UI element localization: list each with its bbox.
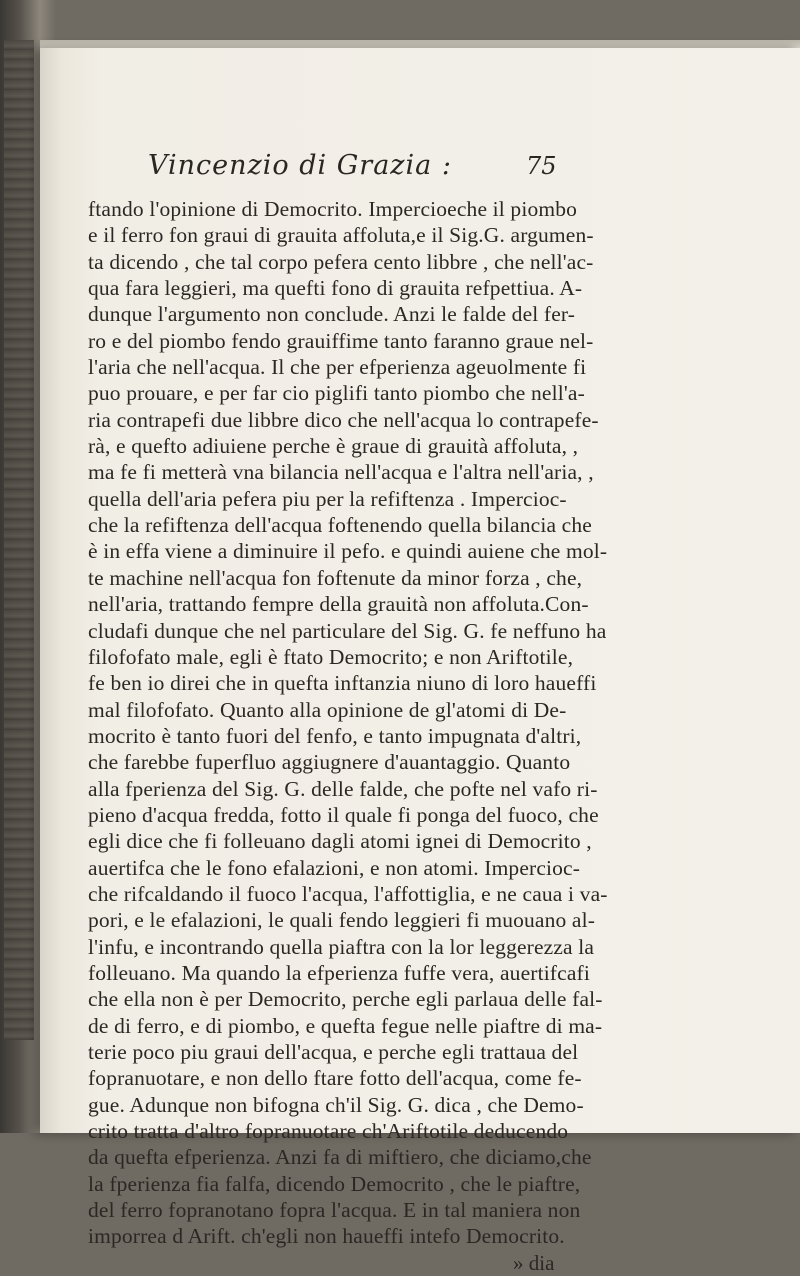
book-edge — [4, 40, 34, 1040]
text-line: te machine nell'acqua fon foftenute da minor forza , che, — [88, 565, 583, 590]
text-line: che la refiftenza dell'acqua foftenendo quella bilancia che — [88, 513, 592, 538]
catchword-row — [88, 1250, 728, 1276]
text-line: nell'aria, trattando fempre della grauità non affoluta.Con- — [88, 592, 589, 617]
text-line: de di ferro, e di piombo, e quefta fegue nelle piaftre di ma- — [88, 1013, 603, 1038]
text-line: gue. Adunque non bifogna ch'il Sig. G. dica , che Demo- — [88, 1092, 584, 1117]
text-line: auertifca che le fono efalazioni, e non atomi. Impercioc- — [88, 855, 581, 880]
text-line: dunque l'argumento non conclude. Anzi le falde del fer- — [88, 302, 576, 327]
text-line: crito tratta d'altro fopranuotare ch'Ariftotile deducendo — [88, 1119, 569, 1144]
text-line: terie poco piu graui dell'acqua, e perche egli trattaua del — [88, 1040, 579, 1064]
page-text-block — [88, 150, 728, 1276]
text-line: ftando l'opinione di Democrito. Impercioeche il piombo — [88, 197, 578, 221]
text-line: egli dice che fi folleuano dagli atomi ignei di Democrito , — [88, 829, 592, 854]
text-line: cludafi dunque che nel particulare del Sig. G. fe neffuno ha — [88, 618, 607, 643]
text-line: ma fe fi metterà vna bilancia nell'acqua e l'altra nell'aria, , — [88, 460, 594, 485]
body-text — [88, 196, 728, 1250]
text-line: e il ferro fon graui di grauita affoluta,e il Sig.G. argumen- — [88, 223, 594, 248]
text-line: filofofato male, egli è ftato Democrito; e non Ariftotile, — [88, 644, 574, 669]
text-line: fopranuotare, e non dello ftare fotto dell'acqua, come fe- — [88, 1066, 582, 1091]
running-head: Vincenzio di Grazia : — [148, 150, 452, 181]
text-line: quella dell'aria pefera piu per la refiftenza . Impercioc- — [88, 486, 567, 511]
text-line: l'aria che nell'acqua. Il che per efperienza ageuolmente fi — [88, 355, 587, 380]
text-line: la fperienza fia falfa, dicendo Democrito , che le piaftre, — [88, 1171, 581, 1196]
text-line: rà, e quefto adiuiene perche è graue di grauità affoluta, , — [88, 434, 579, 459]
text-line: da quefta efperienza. Anzi fa di miftiero, che diciamo,che — [88, 1145, 592, 1170]
text-line: l'infu, e incontrando quella piaftra con la lor leggerezza la — [88, 934, 595, 959]
text-line: è in effa viene a diminuire il pefo. e quindi auiene che mol- — [88, 539, 608, 564]
text-line: mocrito è tanto fuori del fenfo, e tanto impugnata d'altri, — [88, 723, 582, 748]
page-number: 75 — [526, 152, 557, 180]
text-line: mal filofofato. Quanto alla opinione de gl'atomi di De- — [88, 697, 567, 722]
text-line: ria contrapefi due libbre dico che nell'acqua lo contrapefe- — [88, 407, 599, 432]
text-line: che farebbe fuperfluo aggiugnere d'auantaggio. Quanto — [88, 750, 571, 775]
text-line: che ella non è per Democrito, perche egli parlaua delle fal- — [88, 987, 603, 1012]
page-header — [88, 150, 728, 194]
text-line: ro e del piombo fendo grauiffime tanto faranno graue nel- — [88, 328, 594, 353]
text-line: folleuano. Ma quando la efperienza fuffe vera, auertifcafi — [88, 960, 590, 985]
text-line: qua fara leggieri, ma quefti fono di grauita refpettiua. A- — [88, 276, 583, 301]
text-line: ta dicendo , che tal corpo pefera cento libbre , che nell'ac- — [88, 249, 594, 274]
text-line: pieno d'acqua fredda, fotto il quale fi ponga del fuoco, che — [88, 802, 599, 827]
catchword: » dia — [513, 1250, 555, 1275]
text-line: alla fperienza del Sig. G. delle falde, che pofte nel vafo ri- — [88, 776, 598, 801]
text-line: del ferro fopranotano fopra l'acqua. E in tal maniera non — [88, 1198, 581, 1223]
text-line: puo prouare, e per far cio piglifi tanto piombo che nell'a- — [88, 381, 585, 406]
text-line: fe ben io direi che in quefta inftanzia niuno di loro haueffi — [88, 671, 597, 696]
text-line: che rifcaldando il fuoco l'acqua, l'affottiglia, e ne caua i va- — [88, 881, 608, 906]
text-line: pori, e le efalazioni, le quali fendo leggieri fi muouano al- — [88, 908, 596, 933]
text-line: imporrea d Arift. ch'egli non haueffi intefo Democrito. — [88, 1224, 565, 1249]
